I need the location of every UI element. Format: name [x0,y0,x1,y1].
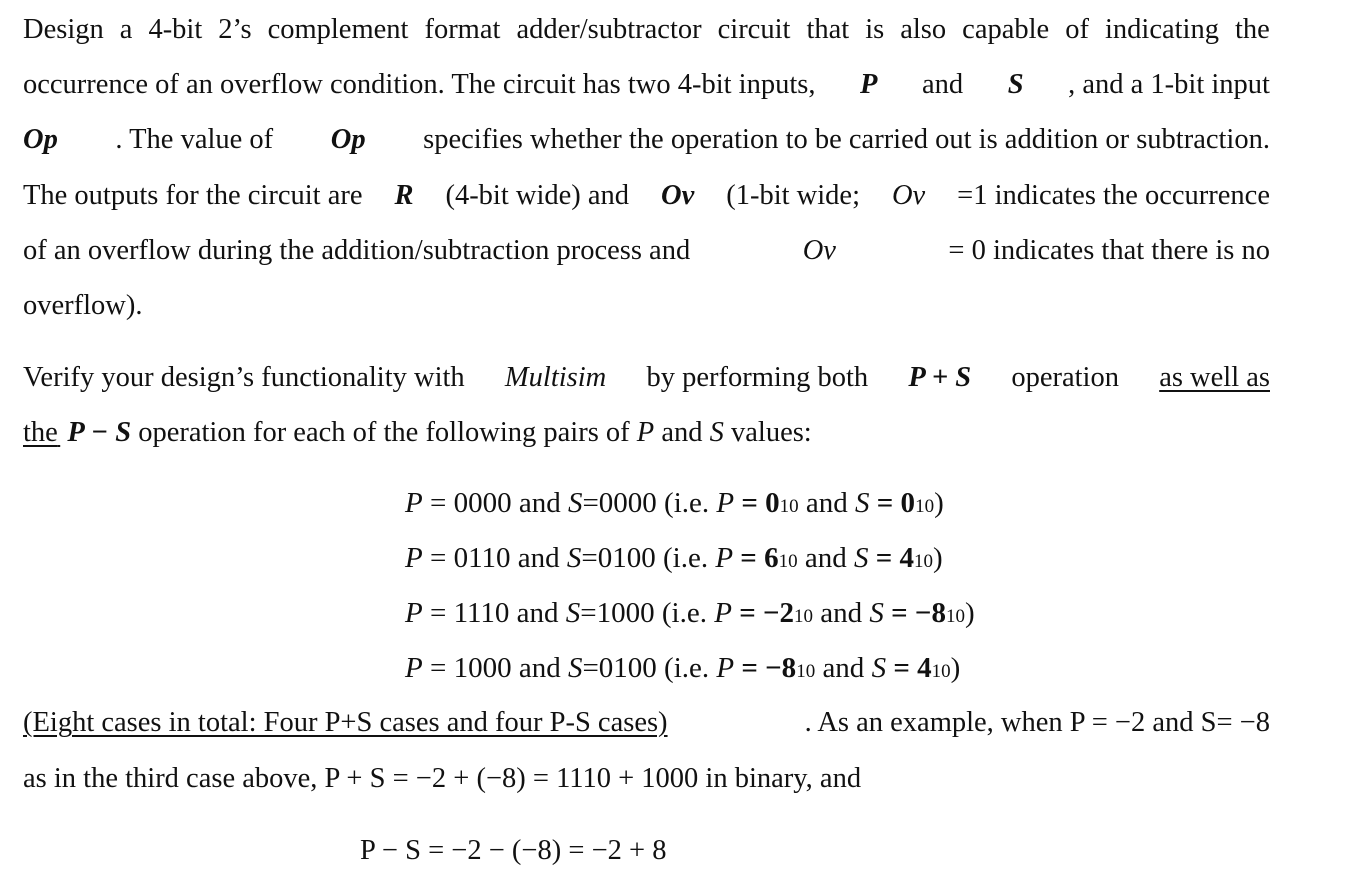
text: by performing both [646,362,869,393]
text: operation [1011,362,1119,393]
text: (1-bit wide; [726,180,860,211]
para2-line-1 [23,361,1270,395]
var-p: P [715,542,734,574]
decimal-value: = 410 [893,652,951,684]
var-p: P [405,597,423,629]
var-op: Op [330,124,366,155]
underlined-text: the [23,417,58,448]
decimal-value: = −810 [741,652,816,684]
text: =1000 (i.e. [580,597,707,629]
text: operation for each of the following pairs of [138,417,630,448]
text: and [822,652,865,684]
var-s: S [566,542,582,574]
var-p: P [860,69,878,100]
var-p: P [636,417,655,448]
word: circuit [717,14,791,45]
text: specifies whether the operation to be carried out is addition or subtraction. [423,124,1270,155]
var-s: S [855,487,870,519]
para3-line-1 [23,706,1270,740]
text: =0100 (i.e. [581,542,709,574]
para1-line-2 [23,68,1270,102]
var-p: P [405,542,423,574]
decimal-value: = 010 [741,487,799,519]
word: 4-bit [148,14,203,45]
word: 2’s [218,14,252,45]
var-ov: Ov [891,180,926,211]
para1-line-1 [23,13,1270,47]
word: Design [23,14,104,45]
op-add: P + S [908,362,972,393]
decimal-value: = −210 [739,597,814,629]
var-s: S [853,542,869,574]
case-3: P = 1110 and S=1000 (i.e. P = −210 and S = −810) [405,597,975,629]
var-s: S [709,417,724,448]
para1-line-6: overflow). [23,290,143,321]
text: and [922,69,964,100]
text: . As an example, when P = −2 and S= −8 [804,707,1270,738]
var-s: S [567,652,583,684]
word: that [806,14,850,45]
text: = 0110 and [429,542,560,574]
text: . The value of [115,124,274,155]
text: and [805,487,848,519]
var-s: S [871,652,887,684]
text: , and a 1-bit input [1068,69,1270,100]
var-p: P [716,652,735,684]
op-sub: P − S [67,417,132,448]
decimal-value: = 610 [740,542,798,574]
word: indicating [1104,14,1219,45]
underlined-text: as well as [1159,362,1270,393]
text: (4-bit wide) and [445,180,630,211]
word: format [424,14,501,45]
text: values: [731,417,812,448]
word: a [119,14,133,45]
word: is [865,14,885,45]
para3-line-2: as in the third case above, P + S = −2 + (−8) = 1110 + 1000 in binary, and [23,763,862,794]
word: also [900,14,947,45]
text: of an overflow during the addition/subtraction process and [23,235,691,266]
underlined-text: (Eight cases in total: Four P+S cases and four P-S cases) [23,707,668,738]
text: =1 indicates the occurrence [957,180,1270,211]
case-2: P = 0110 and S=0100 (i.e. P = 610 and S = 410) [405,542,943,574]
text: and [804,542,847,574]
text: and [820,597,863,629]
word: complement [267,14,409,45]
text: = 0 indicates that there is no [948,235,1270,266]
case-4: P = 1000 and S=0100 (i.e. P = −810 and S = 410) [405,652,961,684]
text: = 1000 and [429,652,561,684]
var-s: S [1007,69,1024,100]
decimal-value: = 010 [876,487,935,519]
text: Verify your design’s functionality with [23,362,465,393]
var-op: Op [23,124,58,155]
text: occurrence of an overflow condition. The circuit has two 4-bit inputs, [23,69,816,100]
var-p: P [716,487,735,519]
decimal-value: = 410 [875,542,933,574]
var-s: S [869,597,884,629]
var-ov: Ov [661,180,695,211]
text: =0000 (i.e. [582,487,710,519]
word: the [1234,14,1270,45]
para1-line-5 [23,234,1270,268]
para1-line-3 [23,123,1270,157]
var-ov: Ov [802,235,836,266]
var-r: R [394,180,414,211]
var-p: P [405,652,423,684]
text: = 1110 and [429,597,559,629]
word: capable [962,14,1050,45]
software-name: Multisim [504,362,607,393]
para2-line-2 [23,416,812,450]
case-1: P = 0000 and S=0000 (i.e. P = 010 and S = 010) [405,487,944,519]
var-s: S [565,597,581,629]
var-p: P [714,597,732,629]
decimal-value: = −810 [891,597,965,629]
text: and [661,417,703,448]
para1-line-4 [23,179,1270,213]
word: of [1065,14,1089,45]
text: = 0000 and [429,487,561,519]
text: The outputs for the circuit are [23,180,363,211]
text: =0100 (i.e. [582,652,710,684]
var-p: P [405,487,423,519]
word: adder/subtractor [516,14,702,45]
var-s: S [567,487,583,519]
equation: P − S = −2 − (−8) = −2 + 8 [360,835,667,866]
